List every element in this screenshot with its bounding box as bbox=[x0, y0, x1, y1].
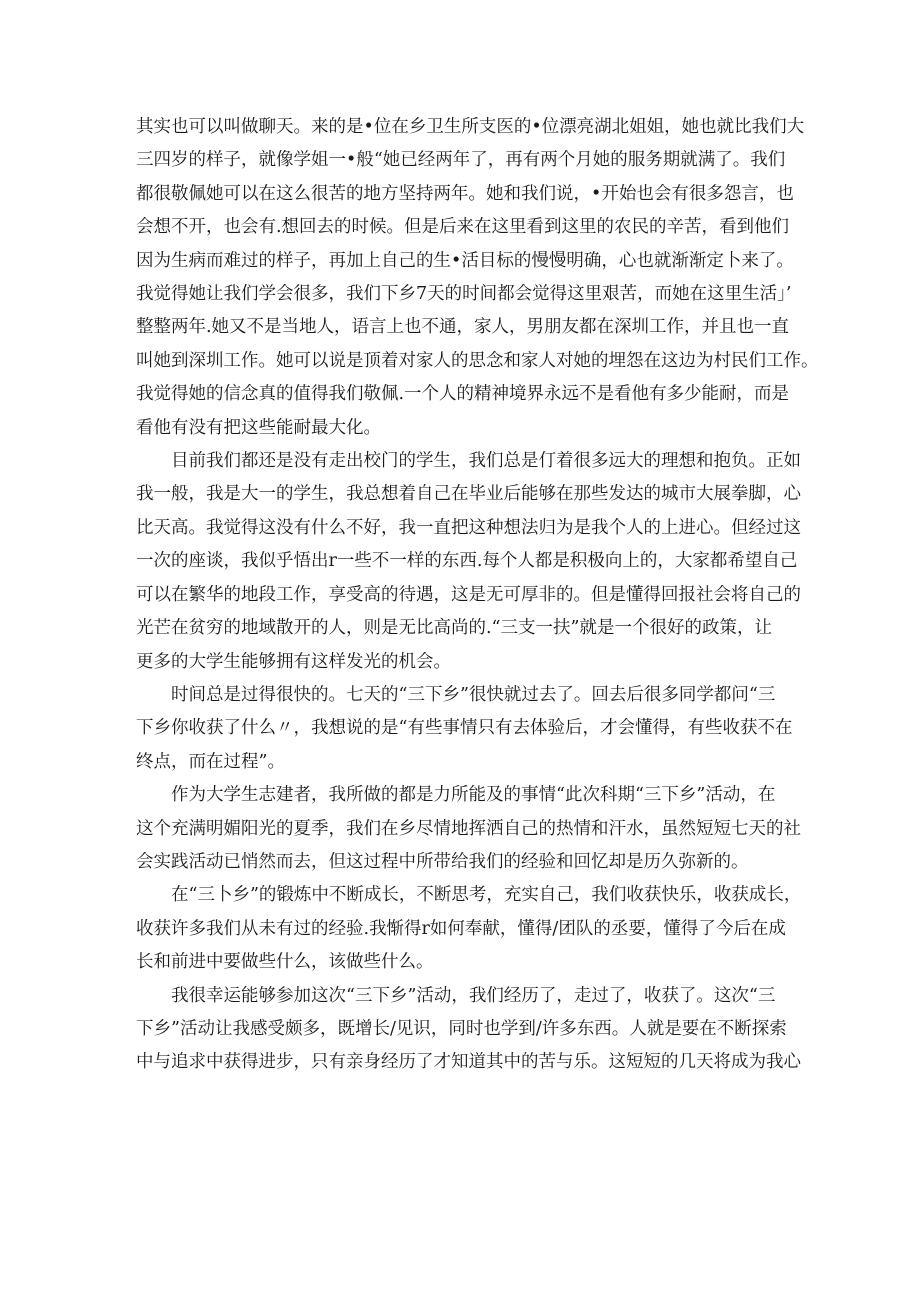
text-line: 我一般，我是大一的学生，我总想着自己在毕业后能够在那些发达的城市大展拳脚，心 bbox=[136, 484, 801, 505]
text-line: 叫她到深圳工作。她可以说是顶着对家人的思念和家人对她的埋怨在这边为村民们工作。 bbox=[136, 350, 819, 371]
text-line: 下乡”活动让我感受颇多，既增长/见识，同时也学到/许多东西。人就是要在不断探索 bbox=[136, 1018, 787, 1039]
text-line: 我觉得她的信念真的值得我们敬佩.一个人的精神境界永远不是看他有多少能耐，而是 bbox=[136, 384, 790, 405]
text-line: 会想不开，也会有.想回去的时候。但是后来在这里看到这里的农民的辛苦，看到他们 bbox=[136, 217, 790, 238]
text-line: 作为大学生志建者，我所做的都是力所能及的事情“此次科期“三下乡”活动，在 bbox=[171, 785, 776, 806]
text-line: 更多的大学生能够拥有这样发光的机会。 bbox=[136, 651, 451, 672]
text-line: 三四岁的样子，就像学姐一•般“她已经两年了，再有两个月她的服务期就满了。我们 bbox=[136, 150, 786, 171]
text-line: 长和前进中要做些什么，该做些什么。 bbox=[136, 952, 434, 973]
text-line: 会实践活动已悄然而去，但这过程中所带给我们的经验和回忆却是历久弥新的。 bbox=[136, 851, 749, 872]
text-line: 可以在繁华的地段工作，享受高的待遇，这是无可厚非的。但是懂得回报社会将自己的 bbox=[136, 584, 801, 605]
text-line: 终点，而在过程”。 bbox=[136, 751, 285, 772]
document-body bbox=[136, 111, 819, 1080]
text-line: 因为生病而难过的样子，再加上自己的生•活目标的慢慢明确，心也就渐渐定卜来了。 bbox=[136, 250, 794, 271]
paragraph bbox=[136, 980, 801, 1080]
text-line: 比天高。我觉得这没有什么不好，我一直把这种想法归为是我个人的上进心。但经过这 bbox=[136, 517, 801, 538]
text-line: 其实也可以叫做聊天。来的是•位在乡卫生所支医的•位漂亮湖北姐姐，她也就比我们大 bbox=[136, 117, 805, 137]
text-line: 目前我们都还是没有走出校门的学生，我们总是仃着很多远大的理想和抱负。正如 bbox=[171, 451, 801, 472]
text-line: 下乡你收获了什么〃，我想说的是“有些事情只有去体验后，才会懂得，有些收获不在 bbox=[136, 718, 793, 739]
text-line: 我很幸运能够参加这次“三下乡”活动，我们经历了，走过了，收获了。这次“三 bbox=[171, 985, 776, 1006]
text-line: 光芒在贫穷的地域散开的人，则是无比高尚的.“三支一扶”就是一个很好的政策，让 bbox=[136, 618, 772, 639]
text-line: 收获许多我们从未有过的经验.我惭得r如何奉献，懂得/团队的丞要，懂得了今后在成 bbox=[136, 918, 786, 939]
text-line: 这个充满明媚阳光的夏季，我们在乡尽情地挥洒自己的热情和汗水，虽然短短七天的社 bbox=[136, 818, 801, 839]
text-line: 整整两年.她又不是当地人，语言上也不通，家人，男朋友都在深圳工作，并且也一直 bbox=[136, 317, 790, 338]
paragraph bbox=[136, 445, 801, 679]
paragraph bbox=[136, 111, 819, 445]
text-line: 时间总是过得很快的。七天的“三下乡”很快就过去了。回去后很多同学都问“三 bbox=[171, 684, 776, 705]
text-line: 都很敬佩她可以在这么很苦的地方坚持两年。她和我们说，•开始也会有很多怨言，也 bbox=[136, 183, 794, 204]
paragraph bbox=[136, 779, 801, 879]
text-line: 我觉得她让我们学会很多，我们下乡7天的时间都会觉得这里艰苦，而她在这里生活」’ bbox=[136, 284, 792, 305]
text-line: 一次的座谈，我似乎悟出r一些不一样的东西.每个人都是积极向上的，大家都希望自己 bbox=[136, 551, 798, 572]
paragraph bbox=[136, 679, 793, 779]
text-line: 看他有没有把这些能耐最大化。 bbox=[136, 417, 381, 438]
text-line: 中与追求中获得进步，只有亲身经历了才知道其中的苦与乐。这短短的几天将成为我心 bbox=[136, 1052, 801, 1073]
paragraph bbox=[136, 879, 802, 979]
text-line: 在“三卜乡”的锻炼中不断成长，不断思考，充实自己，我们收获快乐，收获成长， bbox=[171, 885, 802, 906]
